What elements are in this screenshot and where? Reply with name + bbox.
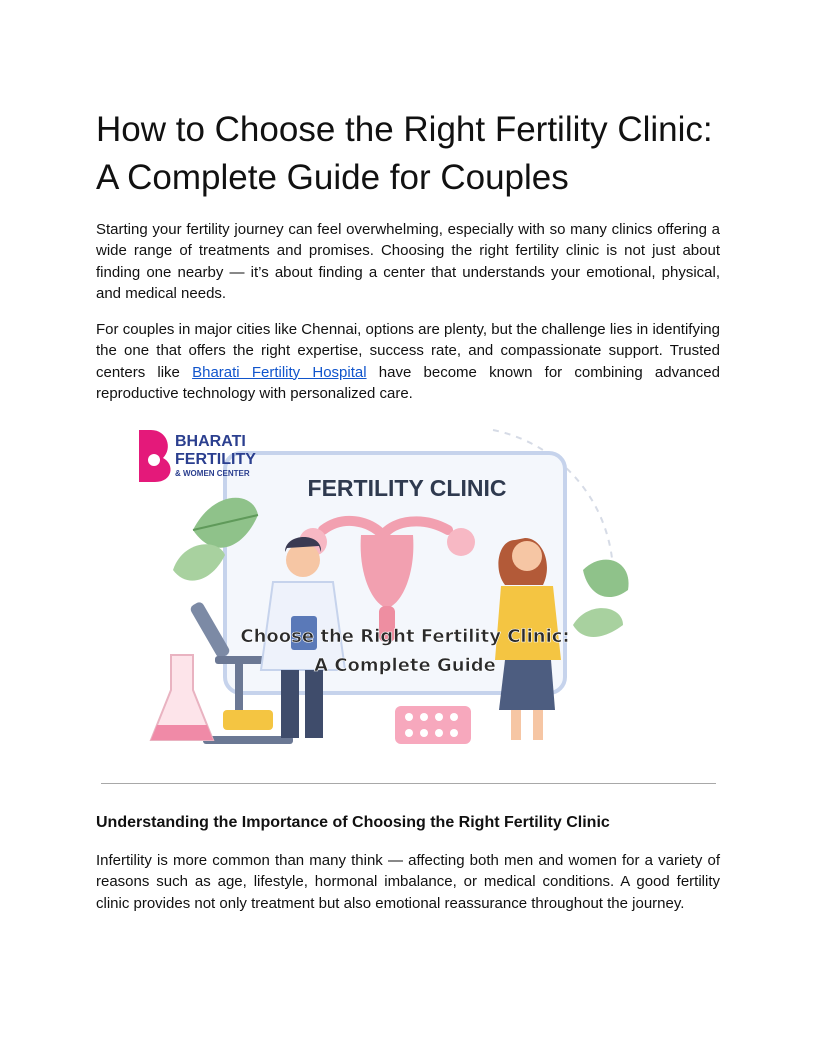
para2-text-before: For couples in major cities like Chennai, options are plenty, but the challenge lies in identifying the one that offers the right expertise, success rate, and compassionate support. Trusted centers like [96,321,720,381]
logo-line-3: & WOMEN CENTER [175,469,250,478]
section-paragraph: Infertility is more common than many think — affecting both men and women for a variety of reasons such as age, lifestyle, hormonal imbalance, or medical conditions. A good fertility clinic provides not only treatment but also emotional reassurance throughout the journey. [96,852,720,912]
flask-icon [151,655,213,740]
intro-paragraph: Starting your fertility journey can feel overwhelming, especially with so many clinics offering a wide range of treatments and promises. Choosing the right fertility clinic is not just about finding one nearby — it’s about finding a center that understands your emotional, physical, and medical needs. [96,221,720,302]
fertility-clinic-illustration [133,420,633,752]
overlay-line-2: A Complete Guide [314,655,496,676]
board-title: FERTILITY CLINIC [307,475,507,501]
overlay-line-1: Choose the Right Fertility Clinic: [240,626,570,647]
horizontal-rule [101,783,716,784]
bharati-fertility-logo [139,430,256,482]
title-line-2: A Complete Guide for Couples [96,158,569,197]
article-title [96,106,736,202]
leaf-right-icon [573,560,629,637]
para2-text-after: have become known for combining advanced reproductive technology with personalized care. [96,363,720,402]
chennai-paragraph [96,319,720,404]
pill-box-icon [395,706,471,744]
title-line-1: How to Choose the Right Fertility Clinic: [96,110,713,149]
hero-illustration [133,420,633,752]
section-heading: Understanding the Importance of Choosing the Right Fertility Clinic [96,814,610,831]
logo-line-1: BHARATI [175,433,246,450]
bharati-fertility-link[interactable]: Bharati Fertility Hospital [192,363,367,381]
logo-line-2: FERTILITY [175,451,256,468]
